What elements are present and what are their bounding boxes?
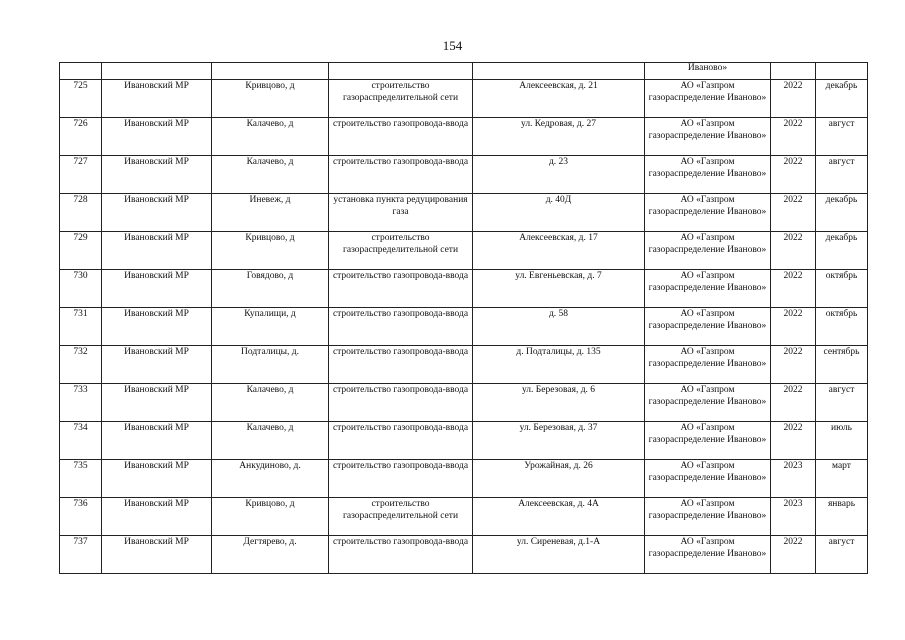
cell-district: Ивановский МР [102, 232, 212, 270]
cell-address: ул. Кедровая, д. 27 [473, 118, 645, 156]
cell-address: Алексеевская, д. 17 [473, 232, 645, 270]
cell-number: 737 [60, 536, 102, 574]
table-row [60, 384, 868, 422]
cell-work-type: строительство газопровода-ввода [329, 270, 473, 308]
cell-year: 2023 [771, 498, 816, 536]
cell-year: 2022 [771, 384, 816, 422]
cell-organization: АО «Газпром газораспределение Иваново» [645, 232, 771, 270]
cell-work-type: строительство газопровода-ввода [329, 118, 473, 156]
cell-address: д. 58 [473, 308, 645, 346]
page-number: 154 [442, 38, 463, 53]
cell-number: 726 [60, 118, 102, 156]
cell-year: 2022 [771, 156, 816, 194]
cell-month: август [816, 536, 868, 574]
cell-district: Ивановский МР [102, 346, 212, 384]
cell-number: 734 [60, 422, 102, 460]
cell-district: Ивановский МР [102, 80, 212, 118]
cell-district: Ивановский МР [102, 536, 212, 574]
table-row [60, 194, 868, 232]
cell-organization: АО «Газпром газораспределение Иваново» [645, 118, 771, 156]
cell-year: 2022 [771, 232, 816, 270]
cell-settlement [212, 63, 329, 80]
cell-month: декабрь [816, 80, 868, 118]
cell-month: декабрь [816, 194, 868, 232]
cell-address: д. Подталицы, д. 135 [473, 346, 645, 384]
cell-work-type: установка пункта редуцирования газа [329, 194, 473, 232]
cell-year [771, 63, 816, 80]
cell-work-type: строительство газораспределительной сети [329, 498, 473, 536]
cell-work-type: строительство газопровода-ввода [329, 536, 473, 574]
continuation-row [60, 63, 868, 80]
cell-address: ул. Березовая, д. 37 [473, 422, 645, 460]
cell-address: д. 23 [473, 156, 645, 194]
cell-year: 2023 [771, 460, 816, 498]
cell-month: август [816, 384, 868, 422]
cell-year: 2022 [771, 422, 816, 460]
cell-district: Ивановский МР [102, 460, 212, 498]
cell-district: Ивановский МР [102, 384, 212, 422]
table-row [60, 498, 868, 536]
cell-year: 2022 [771, 536, 816, 574]
cell-settlement: Иневеж, д [212, 194, 329, 232]
cell-number: 732 [60, 346, 102, 384]
cell-settlement: Анкудиново, д. [212, 460, 329, 498]
cell-work-type: строительство газопровода-ввода [329, 156, 473, 194]
gasification-table [59, 62, 868, 574]
cell-address: Алексеевская, д. 4А [473, 498, 645, 536]
cell-settlement: Калачево, д [212, 384, 329, 422]
cell-district [102, 63, 212, 80]
cell-settlement: Кривцово, д [212, 232, 329, 270]
cell-settlement: Подталицы, д. [212, 346, 329, 384]
cell-organization: АО «Газпром газораспределение Иваново» [645, 384, 771, 422]
cell-number: 729 [60, 232, 102, 270]
cell-district: Ивановский МР [102, 270, 212, 308]
cell-organization: АО «Газпром газораспределение Иваново» [645, 460, 771, 498]
cell-organization: АО «Газпром газораспределение Иваново» [645, 156, 771, 194]
cell-work-type [329, 63, 473, 80]
cell-year: 2022 [771, 118, 816, 156]
table-row [60, 232, 868, 270]
table-row [60, 346, 868, 384]
cell-number [60, 63, 102, 80]
cell-settlement: Кривцово, д [212, 80, 329, 118]
cell-district: Ивановский МР [102, 308, 212, 346]
cell-organization: АО «Газпром газораспределение Иваново» [645, 308, 771, 346]
cell-year: 2022 [771, 194, 816, 232]
cell-month: август [816, 156, 868, 194]
cell-month: декабрь [816, 232, 868, 270]
cell-number: 736 [60, 498, 102, 536]
cell-month: июль [816, 422, 868, 460]
cell-district: Ивановский МР [102, 156, 212, 194]
cell-work-type: строительство газораспределительной сети [329, 232, 473, 270]
cell-work-type: строительство газопровода-ввода [329, 308, 473, 346]
cell-number: 733 [60, 384, 102, 422]
cell-settlement: Говядово, д [212, 270, 329, 308]
cell-district: Ивановский МР [102, 194, 212, 232]
cell-settlement: Калачево, д [212, 156, 329, 194]
cell-settlement: Купалищи, д [212, 308, 329, 346]
cell-work-type: строительство газопровода-ввода [329, 384, 473, 422]
cell-settlement: Калачево, д [212, 118, 329, 156]
table-row [60, 80, 868, 118]
cell-organization: АО «Газпром газораспределение Иваново» [645, 270, 771, 308]
cell-organization: АО «Газпром газораспределение Иваново» [645, 80, 771, 118]
cell-district: Ивановский МР [102, 498, 212, 536]
cell-year: 2022 [771, 346, 816, 384]
cell-number: 727 [60, 156, 102, 194]
cell-organization: АО «Газпром газораспределение Иваново» [645, 422, 771, 460]
cell-work-type: строительство газопровода-ввода [329, 460, 473, 498]
table-row [60, 422, 868, 460]
cell-number: 725 [60, 80, 102, 118]
table-row [60, 460, 868, 498]
cell-address: ул. Березовая, д. 6 [473, 384, 645, 422]
cell-district: Ивановский МР [102, 118, 212, 156]
cell-year: 2022 [771, 270, 816, 308]
cell-work-type: строительство газопровода-ввода [329, 346, 473, 384]
cell-number: 730 [60, 270, 102, 308]
cell-month: сентябрь [816, 346, 868, 384]
cell-year: 2022 [771, 308, 816, 346]
table-row [60, 536, 868, 574]
cell-number: 731 [60, 308, 102, 346]
cell-district: Ивановский МР [102, 422, 212, 460]
cell-month [816, 63, 868, 80]
cell-settlement: Калачево, д [212, 422, 329, 460]
table-row [60, 270, 868, 308]
table-row [60, 308, 868, 346]
cell-year: 2022 [771, 80, 816, 118]
cell-month: март [816, 460, 868, 498]
cell-address [473, 63, 645, 80]
cell-work-type: строительство газораспределительной сети [329, 80, 473, 118]
cell-organization: АО «Газпром газораспределение Иваново» [645, 498, 771, 536]
cell-address: ул. Евгеньевская, д. 7 [473, 270, 645, 308]
cell-month: август [816, 118, 868, 156]
table-row [60, 118, 868, 156]
cell-address: Урожайная, д. 26 [473, 460, 645, 498]
cell-organization: АО «Газпром газораспределение Иваново» [645, 194, 771, 232]
cell-address: Алексеевская, д. 21 [473, 80, 645, 118]
table-body [60, 63, 868, 574]
cell-organization: АО «Газпром газораспределение Иваново» [645, 346, 771, 384]
cell-month: январь [816, 498, 868, 536]
cell-month: октябрь [816, 308, 868, 346]
table-row [60, 156, 868, 194]
cell-month: октябрь [816, 270, 868, 308]
cell-number: 735 [60, 460, 102, 498]
cell-address: ул. Сиреневая, д.1-А [473, 536, 645, 574]
cell-organization: Иваново» [645, 63, 771, 80]
cell-organization: АО «Газпром газораспределение Иваново» [645, 536, 771, 574]
cell-number: 728 [60, 194, 102, 232]
cell-address: д. 40Д [473, 194, 645, 232]
cell-settlement: Дегтярево, д. [212, 536, 329, 574]
cell-work-type: строительство газопровода-ввода [329, 422, 473, 460]
cell-settlement: Кривцово, д [212, 498, 329, 536]
